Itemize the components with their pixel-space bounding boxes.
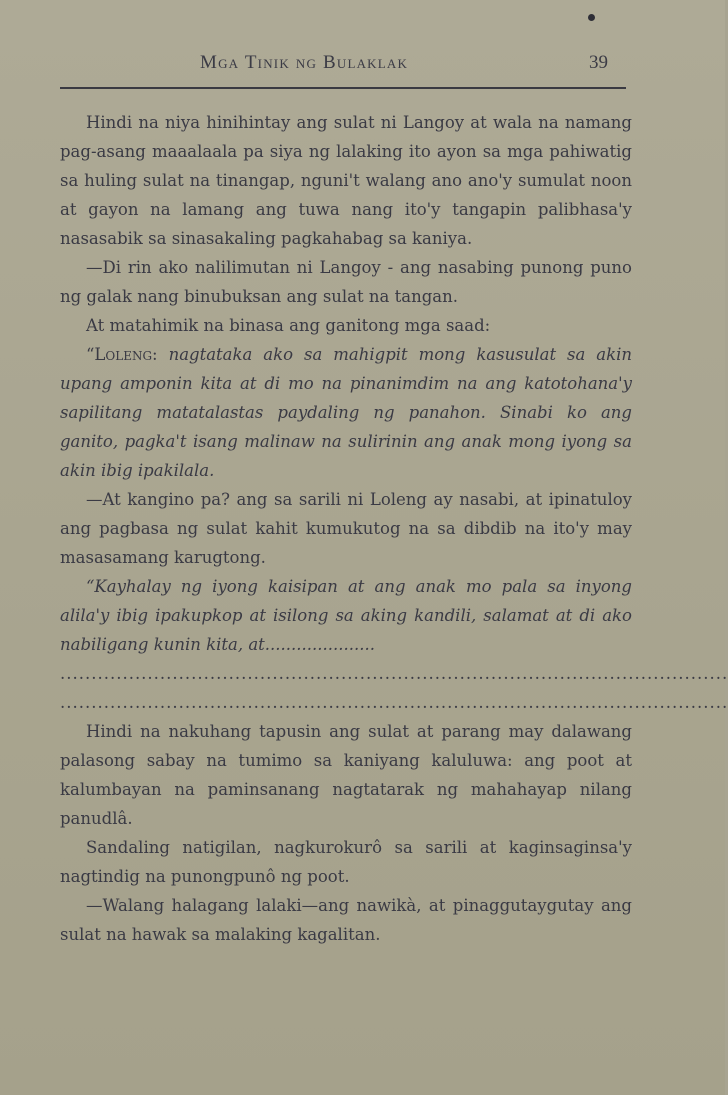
ellipsis-line-2: ........................................................................................................... xyxy=(60,693,728,712)
paragraph-7: Hindi na nakuhang tapusin ang sulat at parang may dalawang palasong sabay na tumimo sa kaniyang kaluluwa: ang poot at kalumbayan na paminsanang nagtatarak ng mahahayap nilang panudlâ. xyxy=(60,722,632,828)
paragraph-8: Sandaling natigilan, nagkurokurô sa sarili at kaginsaginsa'y nagtindig na punongpunô ng poot. xyxy=(60,838,632,886)
paragraph-6-letter: “Kayhalay ng iyong kaisipan at ang anak mo pala sa inyong alila'y ibig ipakupkop at isilong sa aking kandili, salamat at di ako nabiligang kunin kita, at..................... xyxy=(60,577,632,654)
ink-dot xyxy=(588,14,595,21)
paragraph-3: At matahimik na binasa ang ganitong mga saad: xyxy=(86,316,491,335)
page-number: 39 xyxy=(589,52,608,73)
paragraph-4-letter xyxy=(60,340,632,485)
ellipsis-line-1: ........................................................................................................... xyxy=(60,664,728,683)
page-header xyxy=(60,50,628,80)
letter-text-1: nagtataka ako sa mahigpit mong kasusulat sa akin upang amponin kita at di mo na pinanimdim na ang katotohana'y sapilitang matatalastas paydaling ng panahon. Sinabi ko ang ganito, pagka't isang malinaw na sulirinin ang anak mong iyong sa akin ibig ipakilala. xyxy=(60,345,633,480)
paragraph-5: —At kangino pa? ang sa sarili ni Loleng ay nasabi, at ipinatuloy ang pagbasa ng sulat kahit kumukutog na sa dibdib na ito'y may masasamang karugtong. xyxy=(60,490,632,567)
header-rule xyxy=(60,87,626,89)
running-title: Mga Tinik ng Bulaklak xyxy=(200,52,409,73)
letter-salutation: “Loleng: xyxy=(86,345,158,364)
paragraph-9: —Walang halagang lalaki—ang nawikà, at pinaggutaygutay ang sulat na hawak sa malaking kagalitan. xyxy=(60,896,632,944)
paragraph-1: Hindi na niya hinihintay ang sulat ni Langoy at wala na namang pag-asang maaalaala pa siya ng lalaking ito ayon sa mga pahiwatig sa huling sulat na tinangap, nguni't walang ano ano'y sumulat noon at gayon na lamang ang tuwa nang ito'y tangapin palibhasa'y nasasabik sa sinasakaling pagkahabag sa kaniya. xyxy=(60,113,632,248)
body-text xyxy=(60,108,728,949)
paragraph-2: —Di rin ako nalilimutan ni Langoy - ang nasabing punong puno ng galak nang binubuksan ang sulat na tangan. xyxy=(60,258,632,306)
